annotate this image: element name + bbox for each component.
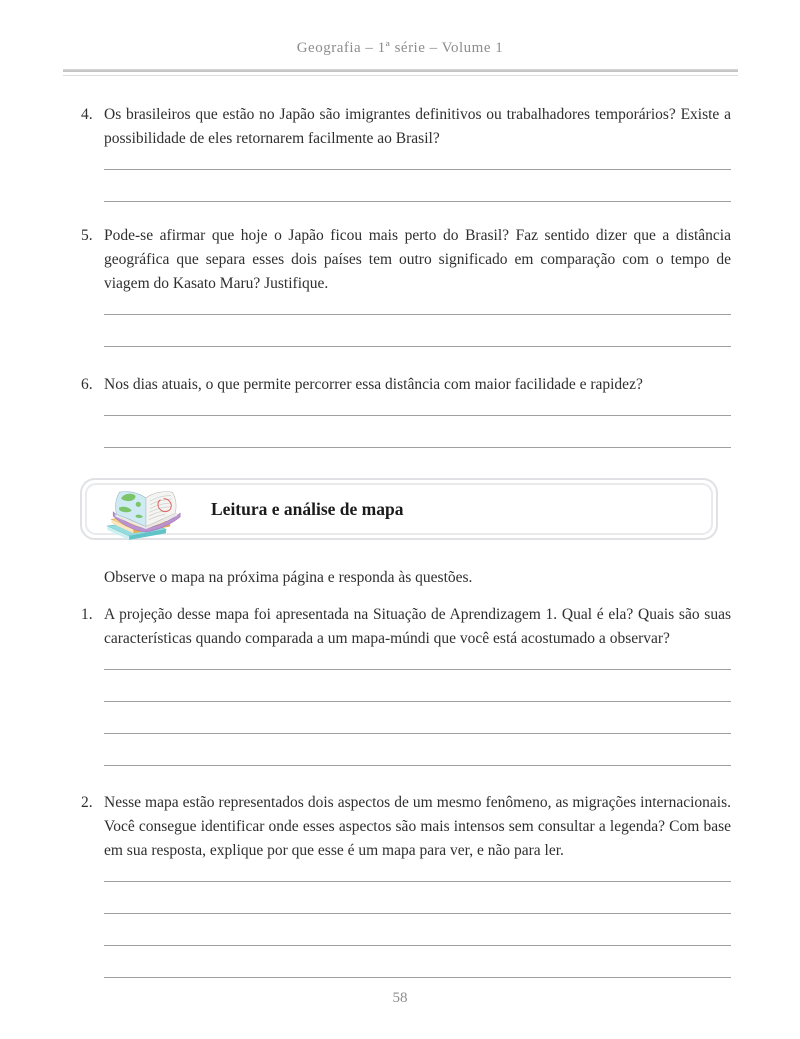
question-2 xyxy=(81,791,731,863)
answer-lines-q2 xyxy=(104,863,731,978)
answer-lines-q5 xyxy=(104,296,731,347)
question-text: Pode-se afirmar que hoje o Japão ficou mais perto do Brasil? Faz sentido dizer que a distância geográfica que separa esses dois países tem outro significado em comparação com o tempo de viagem do Kasato Maru? Justifique. xyxy=(104,227,731,292)
question-text: Nos dias atuais, o que permite percorrer essa distância com maior facilidade e rapidez? xyxy=(104,376,643,393)
header-rule xyxy=(63,69,738,76)
question-number: 4. xyxy=(81,106,93,123)
answer-line xyxy=(104,734,731,766)
question-number: 2. xyxy=(81,794,93,811)
question-6 xyxy=(81,373,731,397)
page-number: 58 xyxy=(392,990,408,1006)
answer-line xyxy=(104,416,731,448)
question-text: Nesse mapa estão representados dois aspectos de um mesmo fenômeno, as migrações internacionais. Você consegue identificar onde esses aspectos são mais intensos sem consultar a legenda? Com base em sua resposta, explique por que esse é um mapa para ver, e não para ler. xyxy=(104,794,731,859)
question-5 xyxy=(81,224,731,296)
answer-line xyxy=(104,914,731,946)
activity-section-title: Leitura e análise de mapa xyxy=(211,498,404,519)
atlas-map-icon xyxy=(97,480,193,542)
answer-line xyxy=(104,170,731,202)
answer-line xyxy=(104,946,731,978)
running-header: Geografia – 1ª série – Volume 1 xyxy=(296,40,504,56)
question-number: 5. xyxy=(81,227,93,244)
answer-line xyxy=(104,882,731,914)
question-1 xyxy=(81,603,731,651)
answer-line xyxy=(104,670,731,702)
answer-lines-q6 xyxy=(104,397,731,448)
question-number: 1. xyxy=(81,606,93,623)
activity-section-box xyxy=(80,478,718,540)
answer-line xyxy=(104,315,731,347)
answer-line xyxy=(104,651,731,670)
answer-line xyxy=(104,863,731,882)
answer-line xyxy=(104,296,731,315)
answer-lines-q1 xyxy=(104,651,731,766)
question-number: 6. xyxy=(81,376,93,393)
activity-section-box-inner xyxy=(85,483,713,535)
answer-line xyxy=(104,151,731,170)
question-4 xyxy=(81,103,731,151)
answer-line xyxy=(104,397,731,416)
question-text: Os brasileiros que estão no Japão são imigrantes definitivos ou trabalhadores temporários? Existe a possibilidade de eles retornarem facilmente ao Brasil? xyxy=(104,106,731,147)
page-content xyxy=(81,103,731,978)
intro-text: Observe o mapa na próxima página e responda às questões. xyxy=(104,569,473,586)
answer-lines-q4 xyxy=(104,151,731,202)
question-text: A projeção desse mapa foi apresentada na Situação de Aprendizagem 1. Qual é ela? Quais são suas características quando comparada a um mapa-múndi que você está acostumado a observar? xyxy=(104,606,731,647)
answer-line xyxy=(104,702,731,734)
